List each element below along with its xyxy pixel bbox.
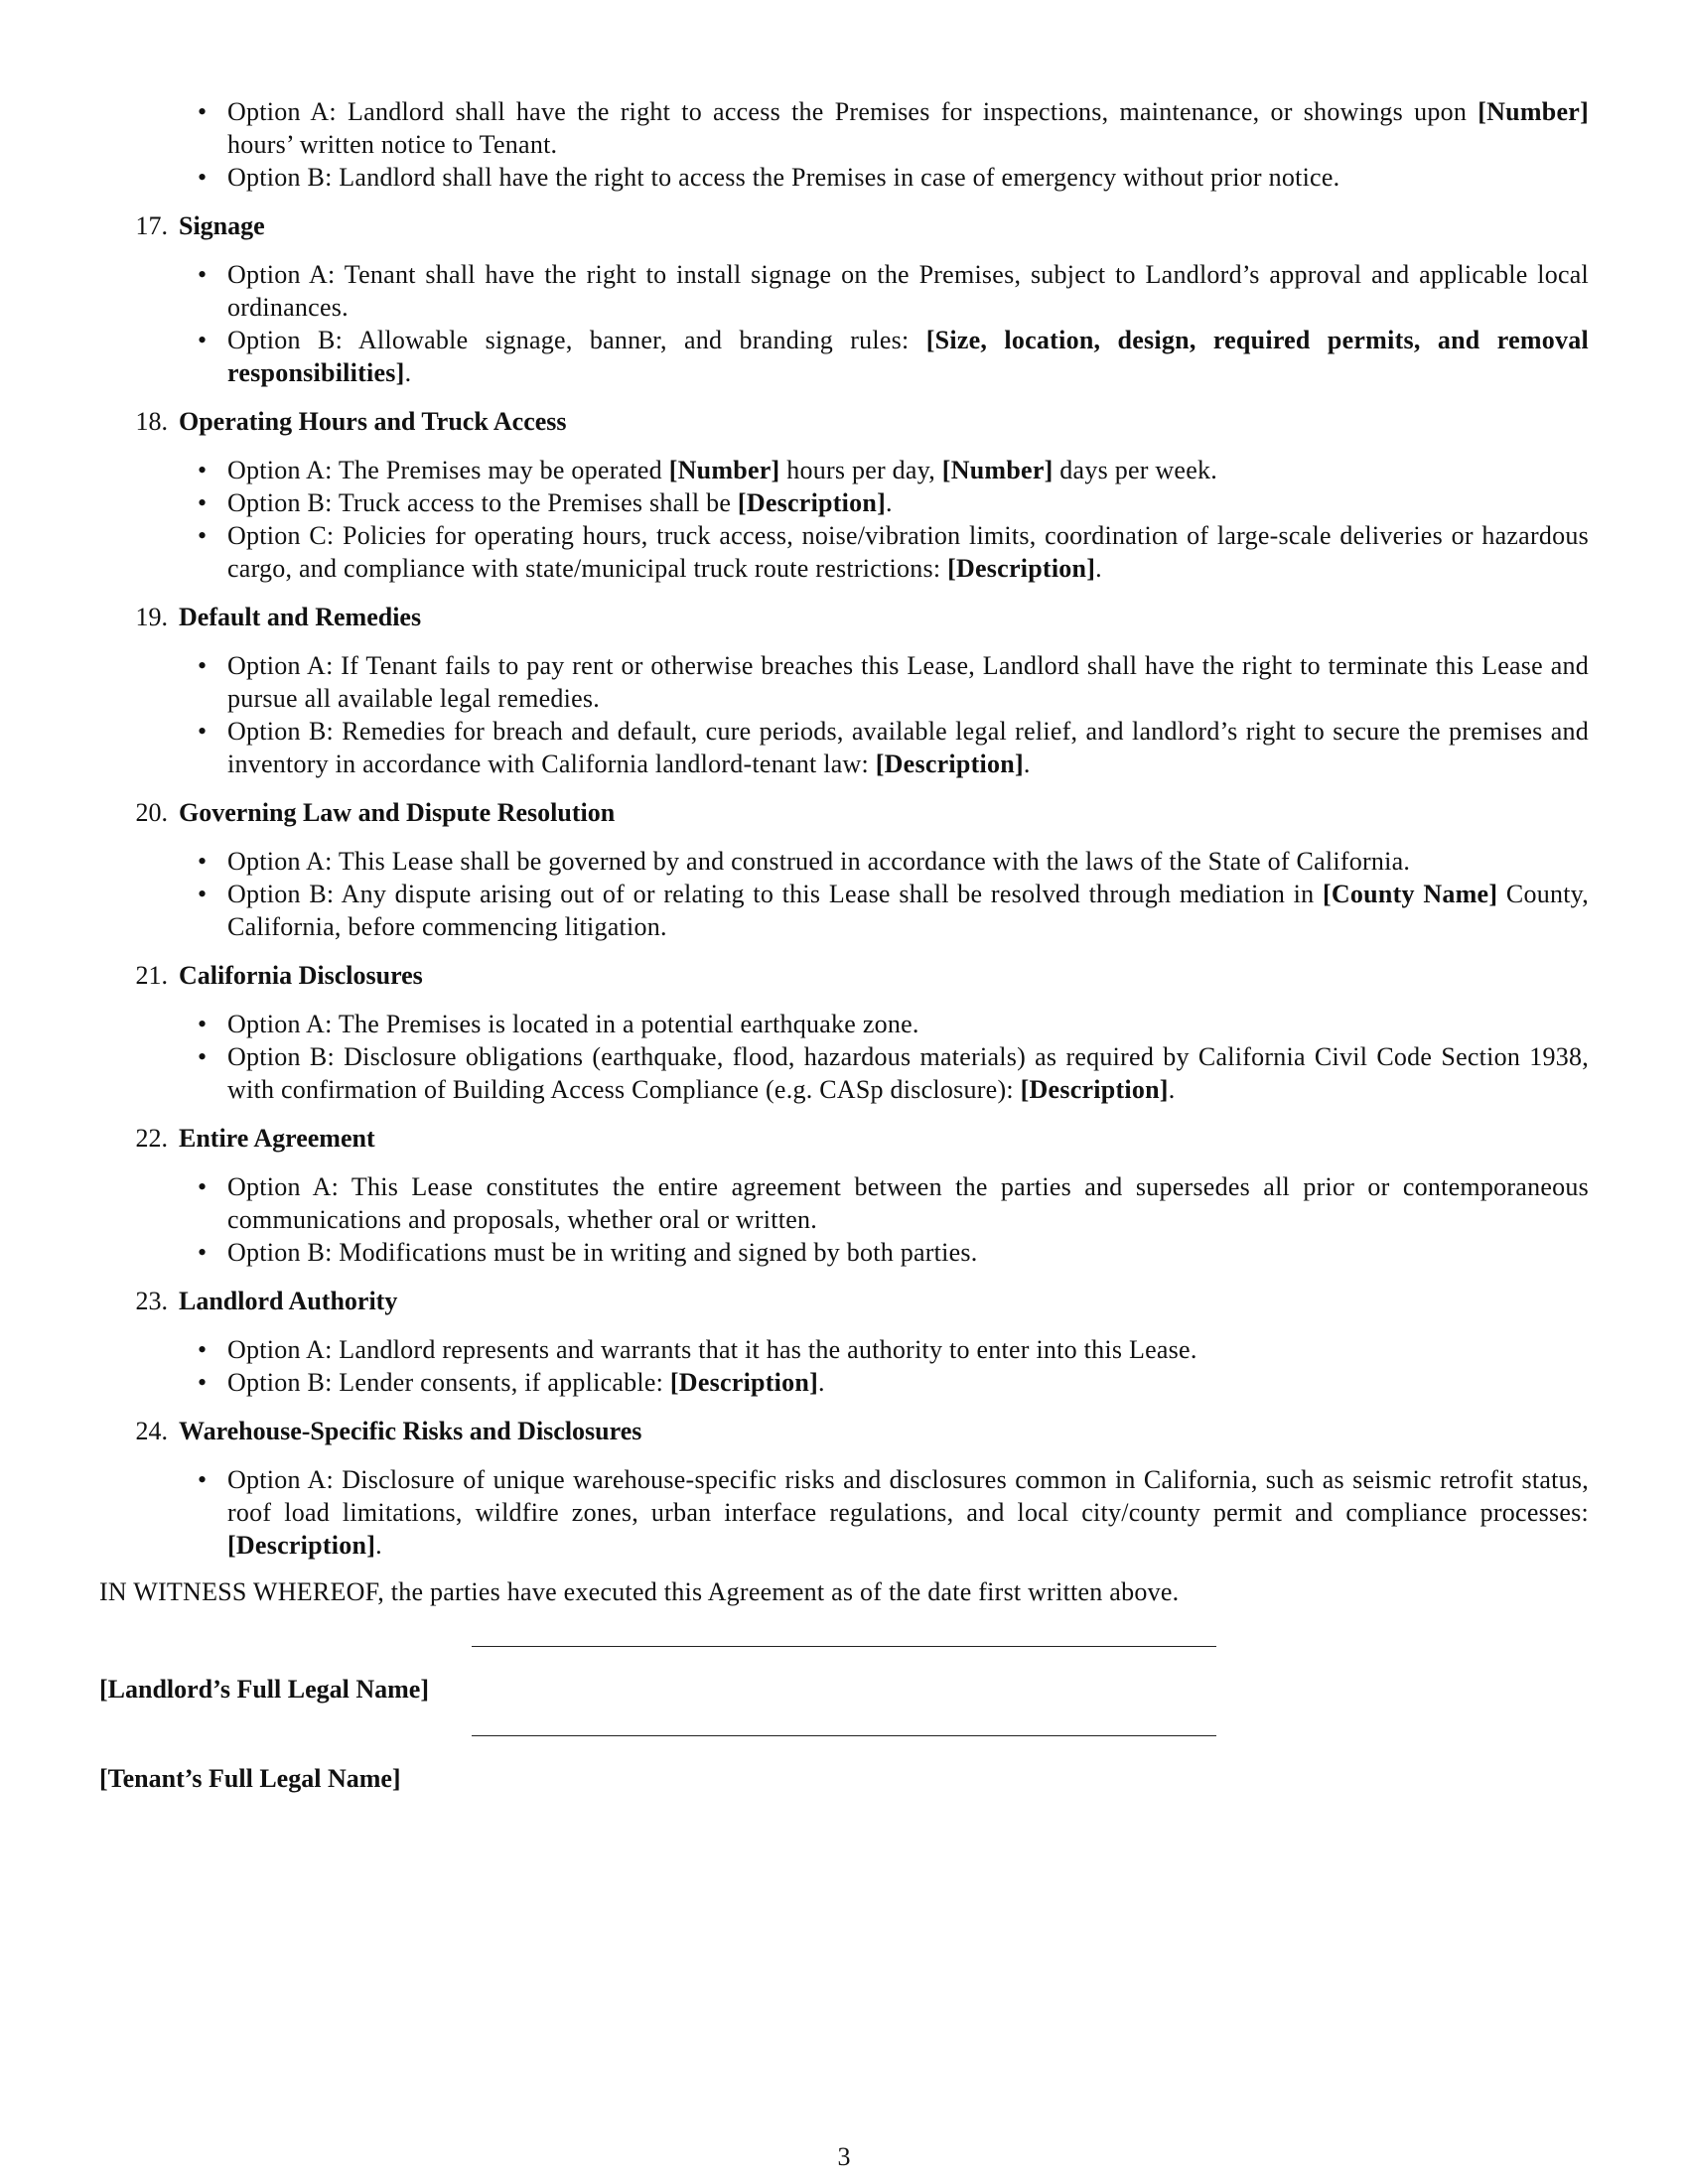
section-16-option-a: • Option A: Landlord shall have the right to access the Premises for inspections, maintenance, or showings upon [Number] hours’ written notice to Tenant. bbox=[99, 95, 1589, 161]
section-24-heading: 24. Warehouse-Specific Risks and Disclosures bbox=[135, 1417, 642, 1445]
section-24-options bbox=[99, 1463, 1589, 1562]
section-22-option-b: • Option B: Modifications must be in writing and signed by both parties. bbox=[99, 1236, 1589, 1269]
section-23-options bbox=[99, 1333, 1589, 1399]
tenant-name-placeholder: [Tenant’s Full Legal Name] bbox=[99, 1764, 401, 1793]
section-18-option-a: • Option A: The Premises may be operated [Number] hours per day, [Number] days per week. bbox=[99, 454, 1589, 486]
section-20-heading: 20. Governing Law and Dispute Resolution bbox=[135, 798, 616, 827]
section-24-option-a: • Option A: Disclosure of unique warehouse-specific risks and disclosures common in California, such as seismic retrofit status, roof load limitations, wildfire zones, urban interface regulations, and local city/county permit and compliance processes: [Description]. bbox=[99, 1463, 1589, 1562]
section-17-option-a: • Option A: Tenant shall have the right to install signage on the Premises, subject to Landlord’s approval and applicable local ordinances. bbox=[99, 258, 1589, 324]
section-20-option-b: • Option B: Any dispute arising out of or relating to this Lease shall be resolved through mediation in [County Name] County, California, before commencing litigation. bbox=[99, 878, 1589, 943]
section-17-options bbox=[99, 258, 1589, 389]
section-19-options bbox=[99, 649, 1589, 780]
section-17-heading: 17. Signage bbox=[135, 211, 265, 240]
section-18-option-c: • Option C: Policies for operating hours, truck access, noise/vibration limits, coordination of large-scale deliveries or hazardous cargo, and compliance with state/municipal truck route restrictions: [Description]. bbox=[99, 519, 1589, 585]
section-17-option-b: • Option B: Allowable signage, banner, and branding rules: [Size, location, design, required permits, and removal responsibilities]. bbox=[99, 324, 1589, 389]
section-19-heading: 19. Default and Remedies bbox=[135, 603, 422, 631]
section-21-option-a: • Option A: The Premises is located in a potential earthquake zone. bbox=[99, 1008, 1589, 1040]
section-21-heading: 21. California Disclosures bbox=[135, 961, 423, 990]
landlord-name-placeholder: [Landlord’s Full Legal Name] bbox=[99, 1675, 429, 1704]
section-16-options bbox=[99, 95, 1589, 194]
tenant-signature-line bbox=[472, 1735, 1216, 1736]
section-22-heading: 22. Entire Agreement bbox=[135, 1124, 375, 1153]
section-18-heading: 18. Operating Hours and Truck Access bbox=[135, 407, 567, 436]
section-21-option-b: • Option B: Disclosure obligations (earthquake, flood, hazardous materials) as required by California Civil Code Section 1938, with confirmation of Building Access Compliance (e.g. CASp disclosure): [Description]. bbox=[99, 1040, 1589, 1106]
section-16-option-b: • Option B: Landlord shall have the right to access the Premises in case of emergency without prior notice. bbox=[99, 161, 1589, 194]
section-19-option-a: • Option A: If Tenant fails to pay rent or otherwise breaches this Lease, Landlord shall have the right to terminate this Lease and pursue all available legal remedies. bbox=[99, 649, 1589, 715]
page-number: 3 bbox=[837, 2142, 851, 2171]
witness-statement: IN WITNESS WHEREOF, the parties have executed this Agreement as of the date first written above. bbox=[99, 1577, 1180, 1606]
section-23-option-b: • Option B: Lender consents, if applicable: [Description]. bbox=[99, 1366, 1589, 1399]
section-22-option-a: • Option A: This Lease constitutes the entire agreement between the parties and supersedes all prior or contemporaneous communications and proposals, whether oral or written. bbox=[99, 1170, 1589, 1236]
document-page bbox=[99, 95, 1589, 1795]
section-19-option-b: • Option B: Remedies for breach and default, cure periods, available legal relief, and landlord’s right to secure the premises and inventory in accordance with California landlord-tenant law: [Description]. bbox=[99, 715, 1589, 780]
landlord-signature-line bbox=[472, 1646, 1216, 1647]
section-23-option-a: • Option A: Landlord represents and warrants that it has the authority to enter into this Lease. bbox=[99, 1333, 1589, 1366]
section-21-options bbox=[99, 1008, 1589, 1106]
section-22-options bbox=[99, 1170, 1589, 1269]
section-20-options bbox=[99, 845, 1589, 943]
section-23-heading: 23. Landlord Authority bbox=[135, 1287, 398, 1315]
section-18-options bbox=[99, 454, 1589, 585]
section-20-option-a: • Option A: This Lease shall be governed by and construed in accordance with the laws of the State of California. bbox=[99, 845, 1589, 878]
section-18-option-b: • Option B: Truck access to the Premises shall be [Description]. bbox=[99, 486, 1589, 519]
